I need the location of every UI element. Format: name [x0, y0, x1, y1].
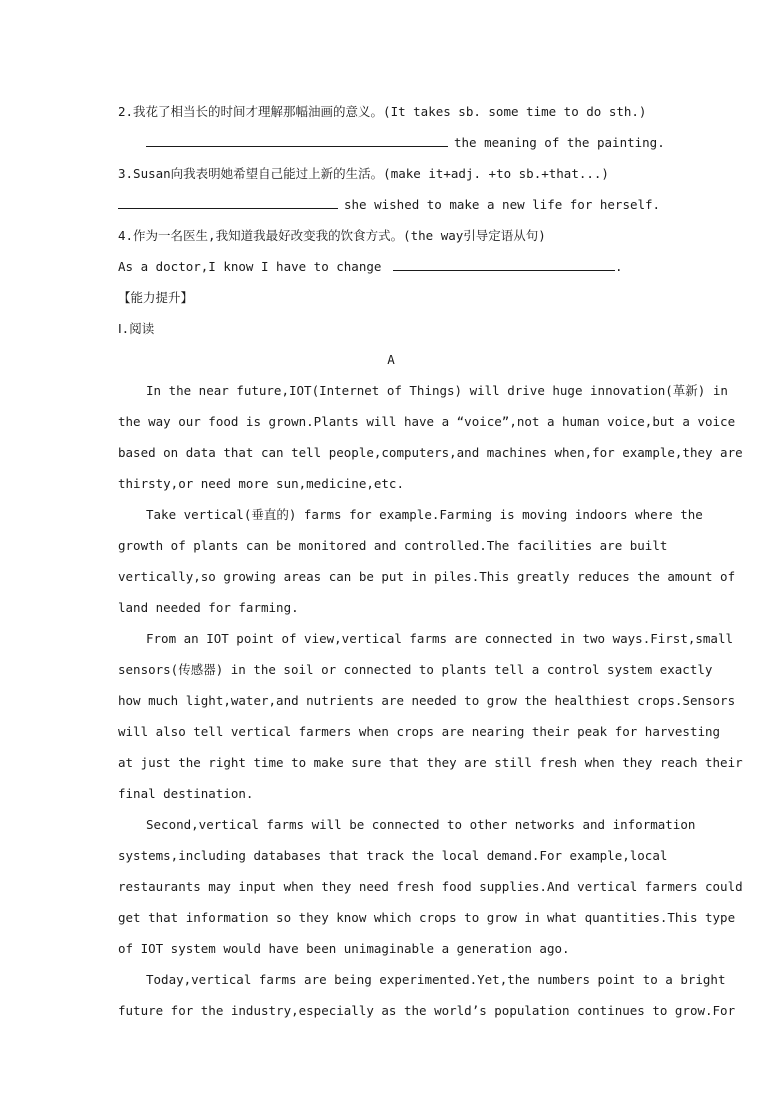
answer-blank[interactable] — [118, 194, 338, 209]
passage-line: future for the industry,especially as the world’s population continues to grow.For — [118, 1003, 736, 1018]
passage-line: Second,vertical farms will be connected to other networks and information — [146, 817, 696, 832]
passage-line: how much light,water,and nutrients are needed to grow the healthiest crops.Sensors — [118, 693, 736, 708]
question-4-answer-line — [118, 251, 664, 282]
question-2-answer-suffix: the meaning of the painting. — [454, 135, 665, 150]
passage-line: get that information so they know which crops to grow in what quantities.This type — [118, 910, 736, 925]
answer-blank[interactable] — [146, 132, 448, 147]
question-4-answer-prefix: As a doctor,I know I have to change — [118, 259, 382, 274]
passage-line: Today,vertical farms are being experimented.Yet,the numbers point to a bright — [146, 972, 726, 987]
passage-line: Take vertical(垂直的) farms for example.Farming is moving indoors where the — [146, 507, 703, 522]
passage-line: land needed for farming. — [118, 600, 299, 615]
question-3-answer-line — [118, 189, 664, 220]
question-3-prompt: 3.Susan向我表明她希望自己能过上新的生活。(make it+adj. +to sb.+that...) — [118, 166, 609, 181]
question-3-answer-suffix: she wished to make a new life for herself. — [344, 197, 661, 212]
passage-line: sensors(传感器) in the soil or connected to plants tell a control system exactly — [118, 662, 713, 677]
subsection-heading: Ⅰ.阅读 — [118, 321, 155, 336]
passage-line: the way our food is grown.Plants will have a “voice”,not a human voice,but a voice — [118, 414, 736, 429]
question-4-answer-suffix: . — [614, 259, 623, 274]
passage-line: vertically,so growing areas can be put in piles.This greatly reduces the amount of — [118, 569, 736, 584]
question-2-prompt: 2.我花了相当长的时间才理解那幅油画的意义。(It takes sb. some time to do sth.) — [118, 104, 647, 119]
passage-line: restaurants may input when they need fresh food supplies.And vertical farmers could — [118, 879, 743, 894]
passage-line: From an IOT point of view,vertical farms are connected in two ways.First,small — [146, 631, 733, 646]
passage-label: A — [387, 352, 395, 367]
passage-line: thirsty,or need more sun,medicine,etc. — [118, 476, 404, 491]
passage-line: will also tell vertical farmers when crops are nearing their peak for harvesting — [118, 724, 721, 739]
answer-blank[interactable] — [393, 256, 615, 271]
section-heading: 【能力提升】 — [118, 290, 194, 305]
passage-line: of IOT system would have been unimaginable a generation ago. — [118, 941, 570, 956]
passage-line: based on data that can tell people,computers,and machines when,for example,they are — [118, 445, 743, 460]
question-2-answer-line — [118, 127, 664, 158]
passage-line: at just the right time to make sure that they are still fresh when they reach their — [118, 755, 743, 770]
passage-line: growth of plants can be monitored and controlled.The facilities are built — [118, 538, 668, 553]
passage-line: final destination. — [118, 786, 254, 801]
document-page — [118, 96, 743, 1026]
passage-line: systems,including databases that track the local demand.For example,local — [118, 848, 668, 863]
passage-line: In the near future,IOT(Internet of Things) will drive huge innovation(革新) in — [146, 383, 728, 398]
passage-body — [118, 375, 743, 1026]
question-4-prompt: 4.作为一名医生,我知道我最好改变我的饮食方式。(the way引导定语从句) — [118, 228, 546, 243]
